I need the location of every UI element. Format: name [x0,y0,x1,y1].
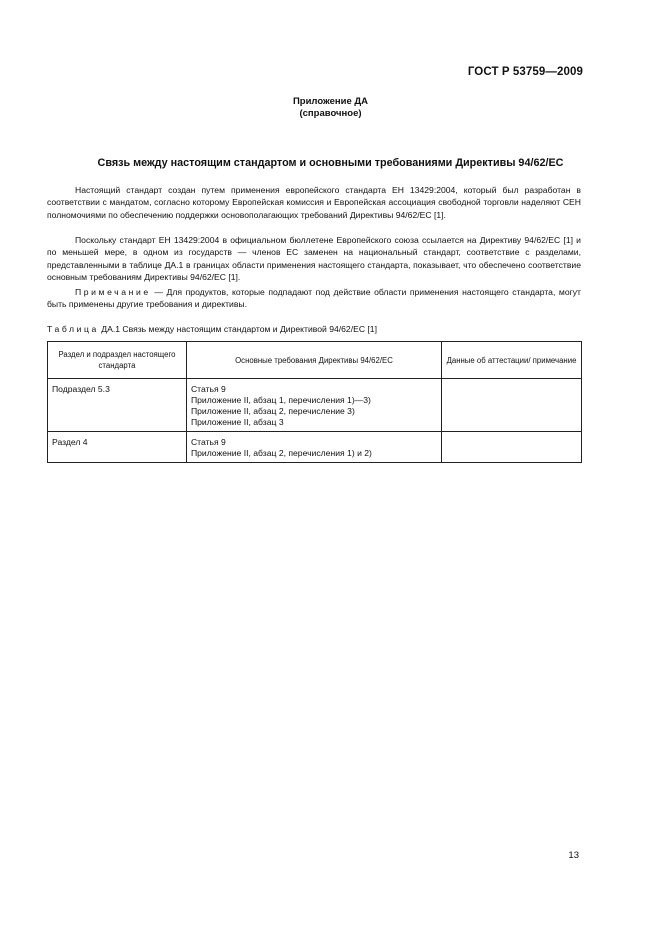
appendix-title: Приложение ДА [292,96,369,107]
note-content [47,286,581,311]
requirement-line: Статья 9 [190,437,226,447]
table-row [48,432,582,463]
row-section-cell: Подраздел 5.3 [48,379,187,432]
row-section-cell: Раздел 4 [48,432,187,463]
header-requirements: Основные требования Директивы 94/62/ЕС [186,342,441,379]
note-paragraph [47,286,581,311]
appendix-subtitle: (справочное) [299,108,362,119]
paragraph-1 [47,184,581,221]
row-requirements-cell [186,379,441,432]
paragraph-2-text: Поскольку стандарт ЕН 13429:2004 в официальном бюллетене Европейского союза ссылается на Директиву 94/62/ЕС [1] и по меньшей мере, в одном из государств — членов ЕС заменен на национальный стандарт, соответствие с разделами, представленными в таблице ДА.1 в границах области применения настоящего стандарта, показывает, что обеспечено соответствие основным требованиям Директивы 94/62/ЕС [1]. [47,235,581,282]
header-section: Раздел и подраздел настоящего стандарта [48,342,187,379]
table-caption [47,324,377,334]
row-requirements-cell [186,432,441,463]
note-label: Примечание [75,287,151,297]
requirement-line: Статья 9 [190,384,226,394]
paragraph-2 [47,234,581,283]
page-number: 13 [568,850,579,861]
table-header-row [48,342,582,379]
row-notes-cell [442,379,582,432]
section-title: Связь между настоящим стандартом и основными требованиями Директивы 94/62/ЕС [97,157,564,169]
row-notes-cell [442,432,582,463]
header-attestation: Данные об аттестации/ примечание [442,342,582,379]
table-row [48,379,582,432]
paragraph-1-text: Настоящий стандарт создан путем применения европейского стандарта ЕН 13429:2004, который был разработан в соответствии с мандатом, согласно которому Европейская комиссия и Европейская ассоциация свободной торговли наделяют СЕН полномочиями по обеспечению поддержки основополагающих требований Директивы 94/62/ЕС [1]. [47,185,581,220]
requirement-line: Приложение II, абзац 2, перечисление 3) [190,406,355,416]
appendix-heading [0,96,661,120]
correspondence-table [47,341,582,463]
table-caption-text: ДА.1 Связь между настоящим стандартом и Директивой 94/62/ЕС [1] [98,324,377,334]
requirement-line: Приложение II, абзац 3 [190,417,284,427]
requirement-line: Приложение II, абзац 1, перечисления 1)—3) [190,395,371,405]
table-caption-label: Таблица [47,324,99,334]
note-text: — Для продуктов, которые подпадают под действие области применения настоящего стандарта, могут быть применены другие требования и директивы. [47,287,581,310]
requirement-line: Приложение II, абзац 2, перечисления 1) и 2) [190,448,372,458]
document-number: ГОСТ Р 53759—2009 [467,66,583,78]
